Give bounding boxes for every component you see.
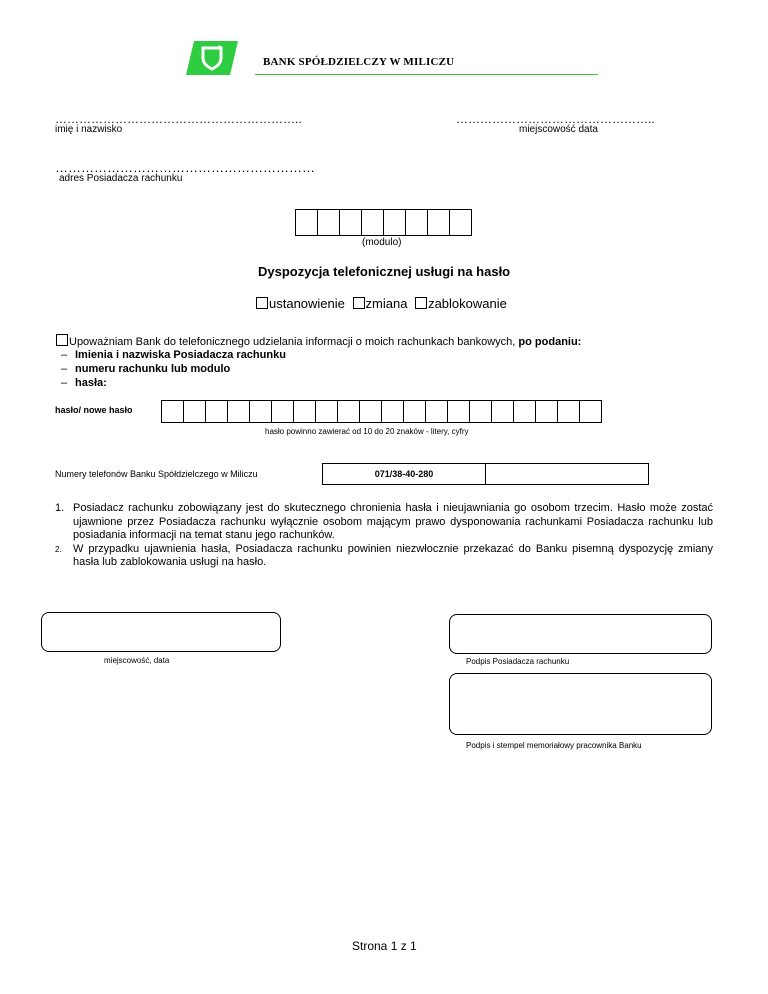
option-zablokowanie[interactable]: zablokowanie — [415, 296, 507, 311]
password-cell[interactable] — [205, 400, 228, 423]
checkbox-ustanowienie[interactable] — [256, 297, 268, 309]
notes-list — [55, 502, 713, 570]
place-date-box-label: miejscowość, data — [104, 656, 170, 665]
header-divider — [255, 74, 598, 75]
password-cell[interactable] — [381, 400, 404, 423]
modulo-input[interactable] — [296, 209, 472, 236]
password-cell[interactable] — [161, 400, 184, 423]
list-item: – Imienia i nazwiska Posiadacza rachunku — [57, 348, 286, 362]
option-ustanowienie[interactable]: ustanowienie — [256, 296, 345, 311]
password-cell[interactable] — [535, 400, 558, 423]
required-info-list — [57, 348, 286, 390]
password-cell[interactable] — [227, 400, 250, 423]
place-date-label: miejscowość data — [519, 124, 598, 135]
place-date-box[interactable] — [41, 612, 281, 652]
modulo-cell[interactable] — [383, 209, 406, 236]
password-cell[interactable] — [579, 400, 602, 423]
password-cell[interactable] — [491, 400, 514, 423]
modulo-label: (modulo) — [362, 237, 402, 248]
bank-name: BANK SPÓŁDZIELCZY W MILICZU — [263, 56, 455, 68]
phone-number-2 — [486, 464, 648, 484]
password-cell[interactable] — [315, 400, 338, 423]
phones-table — [322, 463, 649, 485]
form-title: Dyspozycja telefonicznej usługi na hasło — [258, 264, 511, 279]
option-group — [256, 296, 507, 311]
authorization-checkbox[interactable] — [56, 334, 68, 346]
name-line: …………………………………………………….. — [55, 112, 302, 126]
modulo-cell[interactable] — [405, 209, 428, 236]
password-hint: hasło powinno zawierać od 10 do 20 znaków - litery, cyfry — [265, 427, 469, 436]
address-label: adres Posiadacza rachunku — [59, 173, 183, 184]
bank-logo — [186, 41, 238, 75]
password-cell[interactable] — [271, 400, 294, 423]
name-label: imię i nazwisko — [55, 124, 123, 135]
note-item: 2. W przypadku ujawnienia hasła, Posiadacza rachunku powinien niezwłocznie przekazać do Banku pisemną dyspozycję zmiany hasła lub zablokowania usługi na hasło. — [55, 542, 713, 568]
password-cell[interactable] — [513, 400, 536, 423]
holder-signature-box[interactable] — [449, 614, 712, 654]
password-cell[interactable] — [293, 400, 316, 423]
bank-logo-icon — [186, 41, 238, 75]
list-item: – numeru rachunku lub modulo — [57, 362, 286, 376]
phones-label: Numery telefonów Banku Spółdzielczego w Miliczu — [55, 469, 258, 479]
password-cell[interactable] — [469, 400, 492, 423]
authorization-statement: Upoważniam Bank do telefonicznego udzielania informacji o moich rachunkach bankowych, po podaniu: — [56, 334, 581, 348]
password-cell[interactable] — [183, 400, 206, 423]
modulo-cell[interactable] — [427, 209, 450, 236]
address-line: …………………………………………………… — [55, 160, 315, 175]
password-label: hasło/ nowe hasło — [55, 405, 133, 415]
password-cell[interactable] — [403, 400, 426, 423]
password-cell[interactable] — [425, 400, 448, 423]
password-cell[interactable] — [249, 400, 272, 423]
option-zmiana[interactable]: zmiana — [353, 296, 408, 311]
password-cell[interactable] — [337, 400, 360, 423]
checkbox-zablokowanie[interactable] — [415, 297, 427, 309]
place-date-line: ………………………………………….. — [456, 112, 655, 126]
note-item: 1. Posiadacz rachunku zobowiązany jest do skutecznego chronienia hasła i nieujawniania go osobom trzecim. Hasło może zostać ujawnione przez Posiadacza rachunku wyłącznie osobom mającym prawo dysponowania rachunkami Posiadacza rachunku lub posiadania informacji na temat stanu jego rachunków. — [55, 502, 713, 541]
modulo-cell[interactable] — [295, 209, 318, 236]
employee-signature-label: Podpis i stempel memoriałowy pracownika Banku — [466, 741, 642, 750]
password-input[interactable] — [162, 400, 602, 423]
modulo-cell[interactable] — [317, 209, 340, 236]
password-cell[interactable] — [447, 400, 470, 423]
password-cell[interactable] — [557, 400, 580, 423]
password-cell[interactable] — [359, 400, 382, 423]
checkbox-zmiana[interactable] — [353, 297, 365, 309]
list-item: – hasła: — [57, 376, 286, 390]
employee-signature-box[interactable] — [449, 673, 712, 735]
phone-number: 071/38-40-280 — [323, 464, 486, 484]
modulo-cell[interactable] — [449, 209, 472, 236]
modulo-cell[interactable] — [361, 209, 384, 236]
holder-signature-label: Podpis Posiadacza rachunku — [466, 657, 570, 666]
page-number: Strona 1 z 1 — [352, 939, 417, 953]
modulo-cell[interactable] — [339, 209, 362, 236]
